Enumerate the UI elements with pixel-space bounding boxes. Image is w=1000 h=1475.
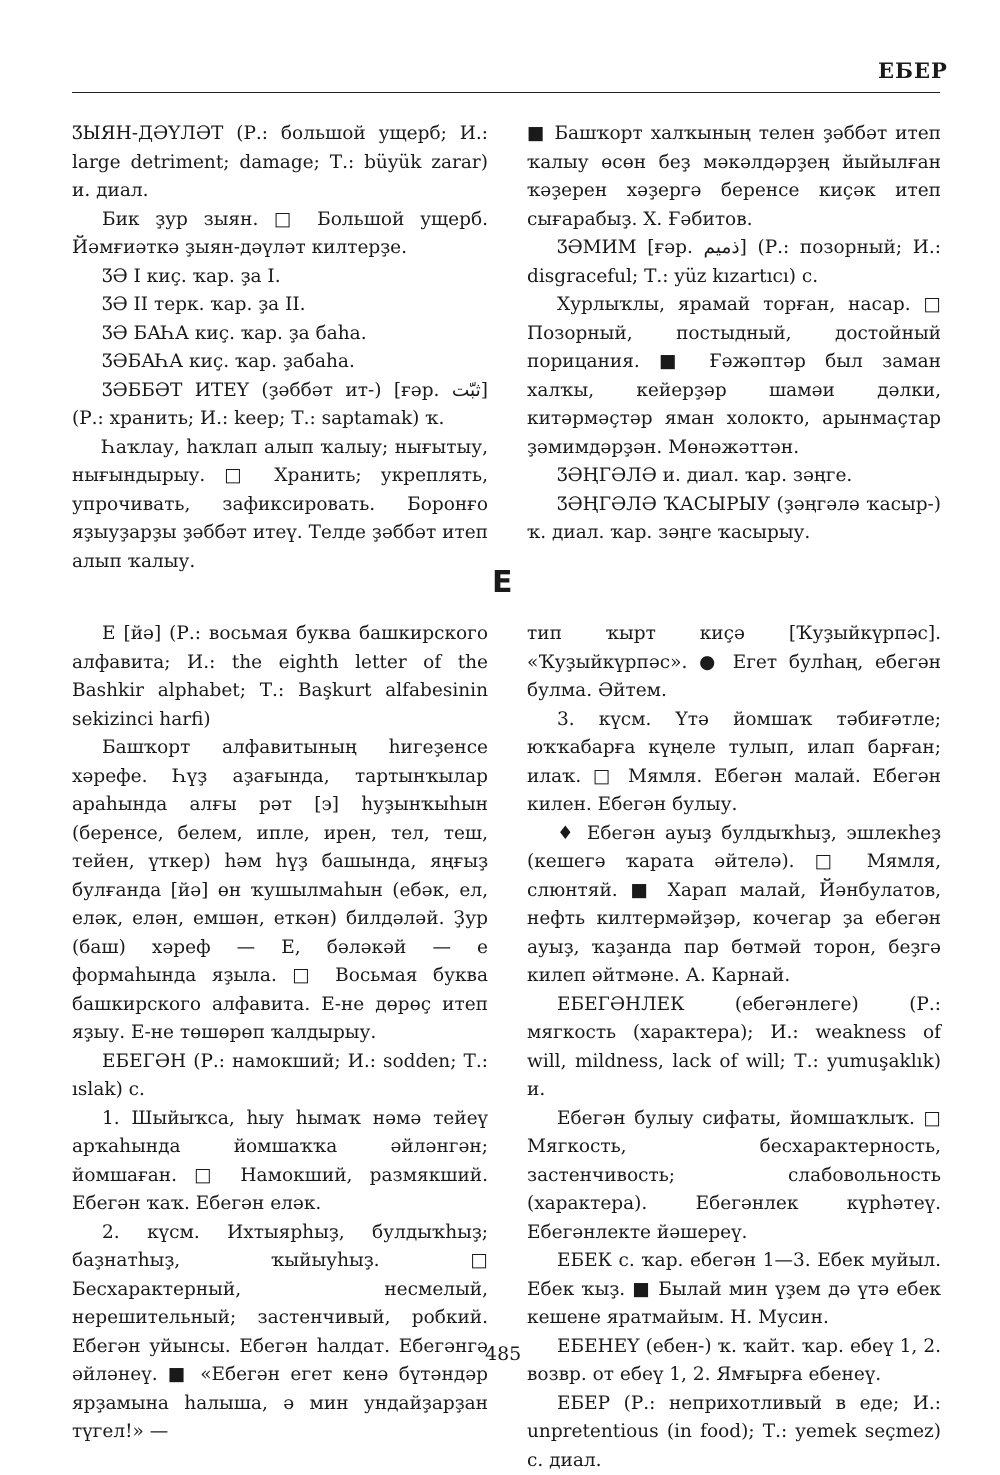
header-rule <box>72 92 940 93</box>
entry-text: ■ Башҡорт халҡының телен ҙәббәт итеп ҡалыу өсөн беҙ мәкәлдәрҙең йыйылған ҡәҙерен хәҙергә беренсе киҫәк итеп сығарабыҙ. Х. Ғәбитов. <box>527 120 941 234</box>
entry-text: ƷӘМИМ [ғәр. ذميم] (Р.: позорный; И.: disgraceful; Т.: yüz kızartıcı) с. <box>527 234 941 291</box>
entry-text: ЕБЕНЕҮ (ебен-) ҡ. ҡайт. ҡар. ебеү 1, 2. возвр. от ебеү 1, 2. Ямғырға ебенеү. <box>527 1333 941 1390</box>
entry-text: ЕБЕР (Р.: неприхотливый в еде; И.: unpretentious (in food); Т.: yemek seçmez) с. диал. <box>527 1390 941 1475</box>
section-letter: Е <box>492 565 513 600</box>
entry-text: ƷЫЯН-ДӘҮЛӘТ (Р.: большой ущерб; И.: large detriment; damage; Т.: büyük zarar) и. диал. <box>72 120 488 206</box>
entry-text: Ебегән булыу сифаты, йомшаҡлыҡ. □ Мягкость, бесхарактерность, застенчивость; слабовольность (характера). Ебегәнлек күрһәтеү. Ебегәнлекте йәшереү. <box>527 1105 941 1248</box>
entry-text: 1. Шыйыҡса, һыу һымаҡ нәмә тейеү арҡаһында йомшаҡҡа әйләнгән; йомшаған. □ Намокший, размякший. Ебегән ҡаҡ. Ебегән еләк. <box>72 1105 488 1219</box>
entry-text: ƷӘББӘТ ИТЕҮ (ҙәббәт ит-) [ғәр. ثبّت] (Р.: хранить; И.: keep; Т.: saptamak) ҡ. <box>72 377 488 434</box>
column-bottom-left <box>72 620 488 1447</box>
column-top-right <box>527 120 941 548</box>
running-head: ЕБЕР <box>878 58 948 83</box>
entry-text: 2. күсм. Ихтыярһыҙ, булдыҡһыҙ; баҙнатһыҙ, ҡыйыуһыҙ. □ Бесхарактерный, несмелый, нерешительный; застенчивый, робкий. Ебегән уйынсы. Ебегән һалдат. Ебегәнгә әйләнеү. ■ «Ебегән егет кенә бүтәндәр ярҙамына һалыша, ә мин ундайҙарҙан түгел!» — <box>72 1219 488 1447</box>
entry-text: Е [йә] (Р.: восьмая буква башкирского алфавита; И.: the eighth letter of the Bashkir alphabet; Т.: Başkurt alfabesinin sekizinci harfi) <box>72 620 488 734</box>
entry-text: ƷӘБАҺА киҫ. ҡар. ҙабаһа. <box>72 348 488 377</box>
column-bottom-right <box>527 620 941 1475</box>
entry-text: 3. күсм. Үтә йомшаҡ тәбиғәтле; юҡҡабарға күңеле тулып, илап барған; илаҡ. □ Мямля. Ебегән малай. Ебегән килен. Ебегән булыу. <box>527 706 941 820</box>
page-number: 485 <box>485 1343 521 1365</box>
entry-text: тип ҡырт киҫә [Ҡуҙыйкүрпәс]. «Ҡуҙыйкүрпәс». ● Егет булһаң, ебегән булма. Әйтем. <box>527 620 941 706</box>
entry-text: ƷӘ I киҫ. ҡар. ҙа I. <box>72 263 488 292</box>
entry-text: Башҡорт алфавитының һигеҙенсе хәрефе. Һүҙ аҙағында, тартынҡылар араһында алғы рәт [э] һуҙынҡыһын (беренсе, белем, ипле, ирен, тел, теш, тейен, үткер) һәм һүҙ башында, яңғыҙ булғанда [йә] өн ҡушылмаһын (ебәк, ел, еләк, елән, емшән, еткән) билдәләй. Ҙур (баш) хәреф — Е, бәләкәй — е формаһында яҙыла. □ Восьмая буква башкирского алфавита. Е-не дөрөҫ итеп яҙыу. Е-не төшөрөп ҡалдырыу. <box>72 734 488 1048</box>
entry-text: ƷӘҢГӘЛӘ и. диал. ҡар. зәңге. <box>527 462 941 491</box>
entry-text: ЕБЕК с. ҡар. ебегән 1—3. Ебек муйыл. Ебек ҡыҙ. ■ Былай мин үҙем дә үтә ебек кешене яратмайым. Н. Мусин. <box>527 1247 941 1333</box>
entry-text: ЕБЕГӘНЛЕК (ебегәнлеге) (Р.: мягкость (характера); И.: weakness of will, mildness, lack of will; Т.: yumuşaklık) и. <box>527 991 941 1105</box>
column-top-left <box>72 120 488 576</box>
entry-text: ЕБЕГӘН (Р.: намокший; И.: sodden; Т.: ıslak) с. <box>72 1048 488 1105</box>
entry-text: ♦ Ебегән ауыҙ булдыҡһыҙ, эшлекһеҙ (кешегә ҡарата әйтелә). □ Мямля, слюнтяй. ■ Харап малай, Йәнбулатов, нефть килтермәйҙәр, кочегар ҙа ебегән ауыҙ, ҡаҙанда пар бөтмәй торон, беҙгә килеп әйтмәнe. А. Карнай. <box>527 820 941 991</box>
entry-text: Хурлыҡлы, ярамай торған, насар. □ Позорный, постыдный, достойный порицания. ■ Ғәжәптәр был заман халҡы, кейерҙәр шамәи дәлки, китәрмәҫтәр яман холокто, арынмаҫтар ҙәмимдәрҙән. Мөнәжәттән. <box>527 291 941 462</box>
entry-text: Һаҡлау, һаҡлап алып ҡалыу; нығытыу, нығындырыу. □ Хранить; укреплять, упрочивать, зафиксировать. Боронғо яҙыуҙарҙы ҙәббәт итеү. Телде ҙәббәт итеп алып ҡалыу. <box>72 434 488 577</box>
entry-text: ƷӘ II терк. ҡар. ҙа II. <box>72 291 488 320</box>
entry-text: ƷӘҢГӘЛӘ ҠАСЫРЫУ (ҙәңгәлә ҡасыр-) ҡ. диал. ҡар. зәңге ҡасырыу. <box>527 491 941 548</box>
entry-text: ƷӘ БАҺА киҫ. ҡар. ҙа баһа. <box>72 320 488 349</box>
entry-text: Бик ҙур зыян. □ Большой ущерб. Йәмғиәткә ҙыян-дәүләт килтерҙе. <box>72 206 488 263</box>
